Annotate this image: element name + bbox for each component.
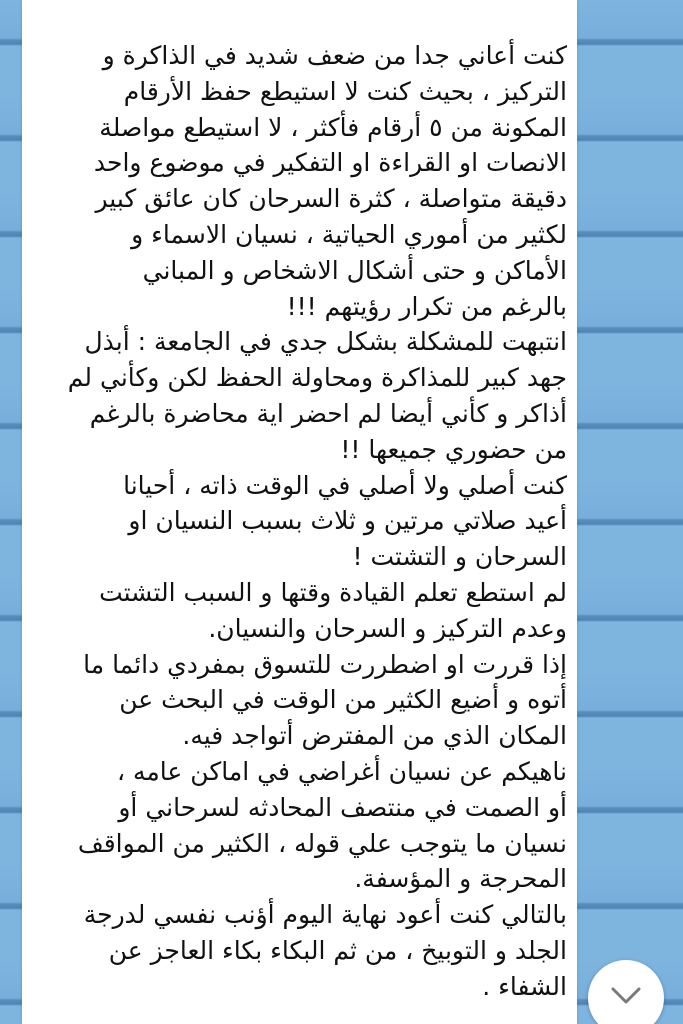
message-line: السرحان و التشتت ! — [352, 542, 567, 572]
message-line: الشفاء . — [482, 971, 567, 1001]
message-line: إذا قررت او اضطررت للتسوق بمفردي دائما ما — [83, 649, 567, 679]
message-line: انتبهت للمشكلة بشكل جدي في الجامعة : أبذل — [84, 327, 567, 357]
message-line: بالتالي كنت أعود نهاية اليوم أؤنب نفسي لدرجة — [83, 900, 567, 930]
message-line: أو الصمت في منتصف المحادثه لسرحاني أو — [118, 792, 567, 822]
message-line: لكثير من أموري الحياتية ، نسيان الاسماء و — [131, 219, 567, 249]
message-line: أذاكر و كأني أيضا لم احضر اية محاضرة بالرغم — [89, 398, 567, 428]
message-line: المكان الذي من المفترض أتواجد فيه. — [182, 721, 567, 751]
message-line: دقيقة متواصلة ، كثرة السرحان كان عائق كبير — [95, 184, 567, 214]
message-text — [36, 38, 567, 1005]
message-line: الانصات او القراءة او التفكير في موضوع واحد — [93, 148, 567, 178]
message-line: أعيد صلاتي مرتين و ثلاث بسبب النسيان او — [128, 506, 567, 536]
message-line: كنت أصلي ولا أصلي في الوقت ذاته ، أحيانا — [123, 470, 567, 500]
message-line: أتوه و أضيع الكثير من الوقت في البحث عن — [119, 685, 567, 715]
message-line: نسيان ما يتوجب علي قوله ، الكثير من المواقف — [77, 828, 567, 858]
message-line: الأماكن و حتى أشكال الاشخاص و المباني — [142, 255, 567, 285]
message-line: كنت أعاني جدا من ضعف شديد في الذاكرة و — [102, 41, 567, 70]
message-line: لم استطع تعلم القيادة وقتها و السبب التشتت — [99, 577, 567, 607]
message-line: جهد كبير للمذاكرة ومحاولة الحفظ لكن وكأني لم — [67, 363, 567, 393]
message-line: ناهيكم عن نسيان أغراضي في اماكن عامه ، — [117, 756, 567, 786]
message-line: بالرغم من تكرار رؤيتهم !!! — [286, 291, 567, 321]
message-line: المكونة من ٥ أرقام فأكثر ، لا استيطع مواصلة — [99, 112, 567, 142]
message-line: المحرجة و المؤسفة. — [354, 864, 567, 894]
scroll-down-button[interactable] — [588, 960, 664, 1024]
message-line: وعدم التركيز و السرحان والنسيان. — [208, 613, 567, 643]
message-line: التركيز ، بحيث كنت لا استيطع حفظ الأرقام — [123, 76, 567, 106]
message-line: من حضوري جميعها !! — [340, 434, 567, 464]
chevron-down-icon — [610, 960, 642, 1010]
message-bubble — [22, 0, 577, 1024]
message-line: الجلد و التوبيخ ، من ثم البكاء بكاء العاجز عن — [108, 935, 567, 965]
